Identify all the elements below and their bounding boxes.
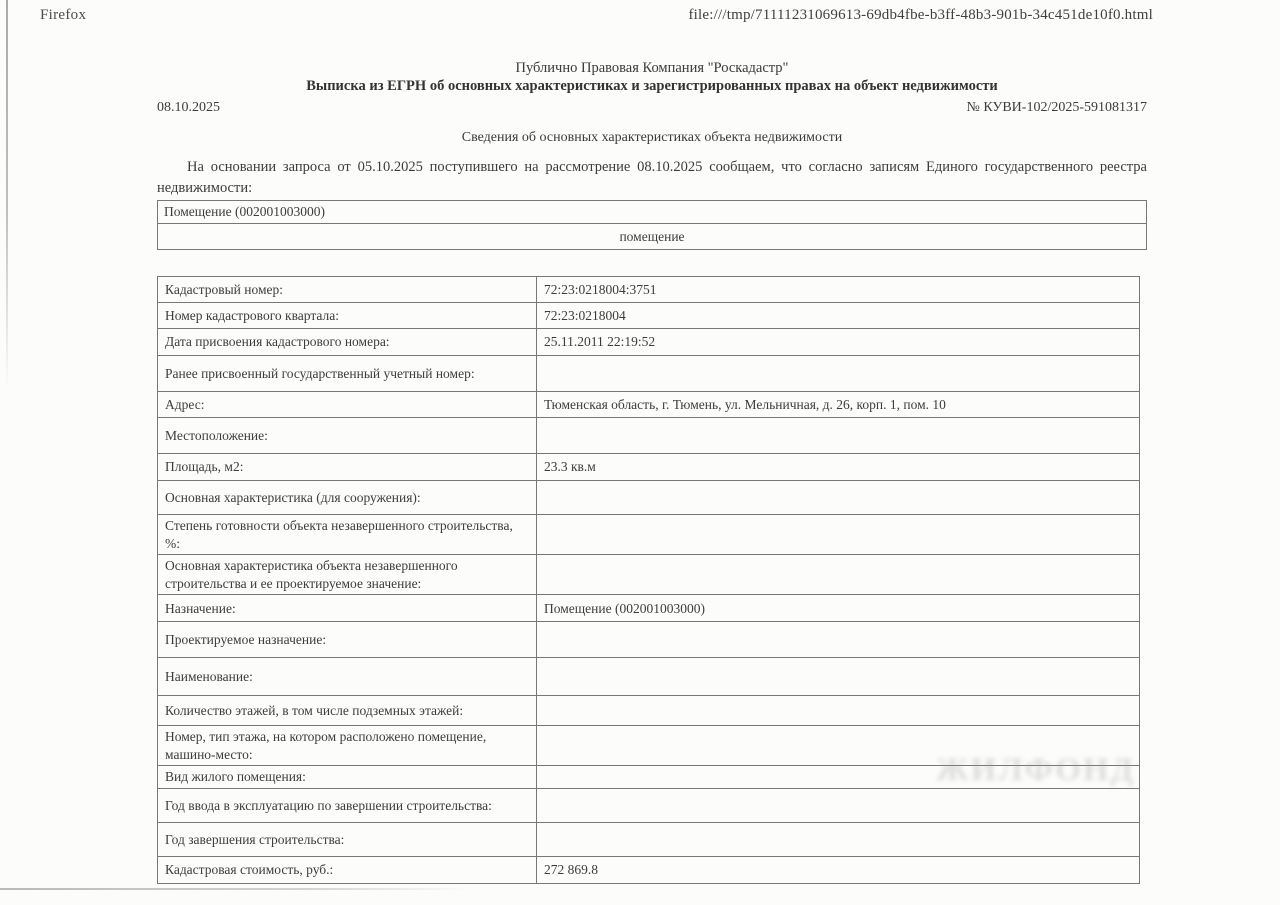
document-date: 08.10.2025 [157,100,220,115]
row-label: Номер кадастрового квартала: [158,303,537,329]
row-value: 272 869.8 [537,856,1140,883]
watermark-text: ЖИЛФОНД [936,752,1136,788]
row-value: 72:23:0218004:3751 [537,277,1140,303]
table-row [158,726,1140,766]
table-row [158,392,1140,418]
section-title: Сведения об основных характеристиках объекта недвижимости [461,130,843,145]
row-value: 72:23:0218004 [537,303,1140,329]
row-value [537,515,1140,555]
table-row [158,481,1140,515]
document-title: Выписка из ЕГРН об основных характеристиках и зарегистрированных правах на объект недвижимости [306,78,998,94]
row-value [537,555,1140,595]
row-value: 23.3 кв.м [537,454,1140,481]
row-label: Номер, тип этажа, на котором расположено помещение, машино-место: [158,726,537,766]
row-value [537,658,1140,696]
row-value [537,822,1140,856]
document-meta-row [157,100,1147,116]
egrn-document [157,60,1147,884]
table-row [158,766,1140,789]
table-row [158,303,1140,329]
table-row [158,418,1140,454]
table-row [158,622,1140,658]
row-label: Год ввода в эксплуатацию по завершении строительства: [158,788,537,822]
row-label: Степень готовности объекта незавершенного строительства, %: [158,515,537,555]
row-label: Основная характеристика (для сооружения): [158,481,537,515]
row-value [537,481,1140,515]
row-value [537,696,1140,726]
row-label: Вид жилого помещения: [158,766,537,789]
table-row [158,201,1147,224]
row-value [537,418,1140,454]
document-number: № КУВИ-102/2025-591081317 [966,100,1147,115]
row-label: Местоположение: [158,418,537,454]
row-label: Ранее присвоенный государственный учетный номер: [158,356,537,392]
table-row [158,224,1147,250]
row-label: Основная характеристика объекта незавершенного строительства и ее проектируемое значение: [158,555,537,595]
row-value [537,766,1140,789]
row-value [537,622,1140,658]
table-row [158,856,1140,883]
table-row [158,329,1140,356]
scan-artifact-line [0,888,470,890]
row-value [537,726,1140,766]
object-type-table [157,200,1147,250]
intro-paragraph: На основании запроса от 05.10.2025 поступившего на рассмотрение 08.10.2025 сообщаем, что согласно записям Единого государственного реестра недвижимости: [157,159,1147,196]
table-row [158,515,1140,555]
row-value: Тюменская область, г. Тюмень, ул. Мельничная, д. 26, корп. 1, пом. 10 [537,392,1140,418]
table-row [158,658,1140,696]
row-label: Назначение: [158,595,537,622]
row-label: Наименование: [158,658,537,696]
table-row [158,595,1140,622]
table-row [158,454,1140,481]
row-label: Дата присвоения кадастрового номера: [158,329,537,356]
row-label: Кадастровая стоимость, руб.: [158,856,537,883]
url-bar-text[interactable]: file:///tmp/71111231069613-69db4fbe-b3ff-48b3-901b-34c451de10f0.html [688,7,1153,23]
row-label: Площадь, м2: [158,454,537,481]
table-row [158,788,1140,822]
row-label: Кадастровый номер: [158,277,537,303]
scan-edge-line [6,0,8,390]
table-row [158,277,1140,303]
row-label: Проектируемое назначение: [158,622,537,658]
table-row [158,822,1140,856]
browser-app-label: Firefox [40,7,87,23]
row-value [537,356,1140,392]
object-kind-cell: помещение [158,224,1147,250]
characteristics-table [157,276,1140,884]
row-value [537,788,1140,822]
object-type-cell: Помещение (002001003000) [158,201,1147,224]
row-label: Количество этажей, в том числе подземных этажей: [158,696,537,726]
row-value: 25.11.2011 22:19:52 [537,329,1140,356]
table-row [158,356,1140,392]
table-row [158,555,1140,595]
row-label: Адрес: [158,392,537,418]
row-value: Помещение (002001003000) [537,595,1140,622]
table-row [158,696,1140,726]
org-name: Публично Правовая Компания "Роскадастр" [515,60,789,76]
row-label: Год завершения строительства: [158,822,537,856]
